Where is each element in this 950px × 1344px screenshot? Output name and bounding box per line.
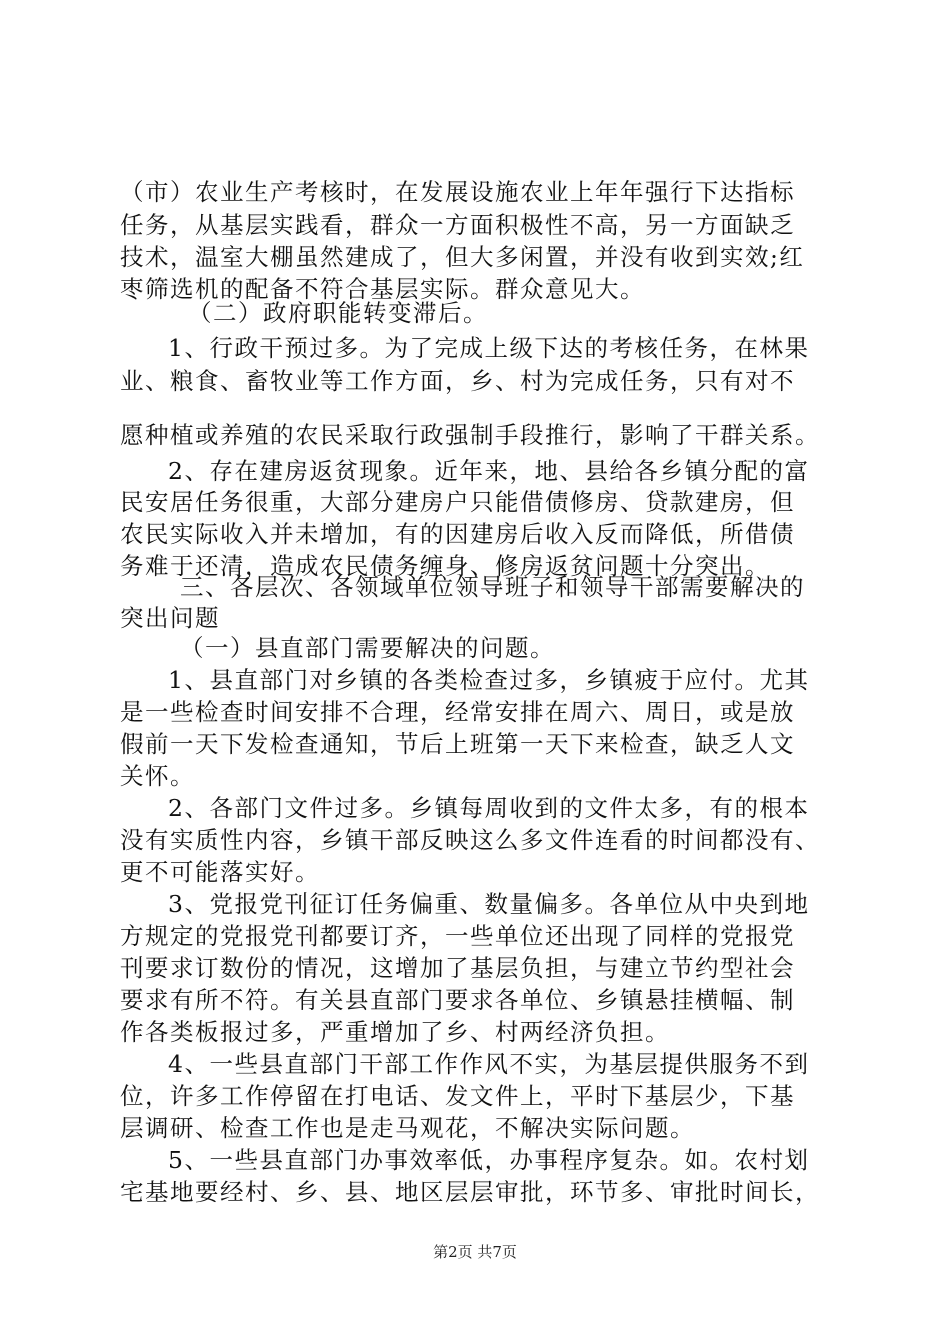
section-heading: （二）政府职能转变滞后。 bbox=[188, 299, 488, 327]
text-line: 农民实际收入并未增加，有的因建房后收入反而降低，所借债 bbox=[120, 520, 795, 548]
text-line: 宅基地要经村、乡、县、地区层层审批，环节多、审批时间长， bbox=[120, 1178, 820, 1206]
text-line: 1、行政干预过多。为了完成上级下达的考核任务，在林果 bbox=[168, 334, 810, 362]
text-line: （市）农业生产考核时，在发展设施农业上年年强行下达指标 bbox=[120, 178, 795, 206]
section-heading: 三、各层次、各领域单位领导班子和领导干部需要解决的 bbox=[180, 573, 805, 601]
text-line: 枣筛选机的配备不符合基层实际。群众意见大。 bbox=[120, 275, 645, 303]
text-line: 愿种植或养殖的农民采取行政强制手段推行，影响了干群关系。 bbox=[120, 421, 820, 449]
page-footer: 第2页 共7页 bbox=[433, 1243, 517, 1261]
text-line: 刊要求订数份的情况，这增加了基层负担，与建立节约型社会 bbox=[120, 954, 795, 982]
text-line: 2、各部门文件过多。乡镇每周收到的文件太多，有的根本 bbox=[168, 794, 810, 822]
text-line: 业、粮食、畜牧业等工作方面，乡、村为完成任务，只有对不 bbox=[120, 367, 795, 395]
text-line: 3、党报党刊征订任务偏重、数量偏多。各单位从中央到地 bbox=[168, 890, 810, 918]
text-line: 作各类板报过多，严重增加了乡、村两经济负担。 bbox=[120, 1018, 670, 1046]
text-line: 4、一些县直部门干部工作作风不实，为基层提供服务不到 bbox=[168, 1050, 810, 1078]
text-line: 5、一些县直部门办事效率低，办事程序复杂。如。农村划 bbox=[168, 1146, 810, 1174]
text-line: 2、存在建房返贫现象。近年来，地、县给各乡镇分配的富 bbox=[168, 457, 810, 485]
section-heading: （一）县直部门需要解决的问题。 bbox=[180, 634, 555, 662]
text-line: 务难于还清，造成农民债务缠身、修房返贫问题十分突出。 bbox=[120, 552, 770, 580]
text-line: 位，许多工作停留在打电话、发文件上，平时下基层少，下基 bbox=[120, 1082, 795, 1110]
text-line: 关怀。 bbox=[120, 762, 195, 790]
text-line: 是一些检查时间安排不合理，经常安排在周六、周日，或是放 bbox=[120, 698, 795, 726]
text-line: 1、县直部门对乡镇的各类检查过多，乡镇疲于应付。尤其 bbox=[168, 666, 810, 694]
text-line: 假前一天下发检查通知，节后上班第一天下来检查，缺乏人文 bbox=[120, 730, 795, 758]
text-line: 任务，从基层实践看，群众一方面积极性不高，另一方面缺乏 bbox=[120, 211, 795, 239]
text-line: 更不可能落实好。 bbox=[120, 858, 320, 886]
text-line: 民安居任务很重，大部分建房户只能借债修房、贷款建房，但 bbox=[120, 488, 795, 516]
section-heading: 突出问题 bbox=[120, 604, 220, 632]
text-line: 要求有所不符。有关县直部门要求各单位、乡镇悬挂横幅、制 bbox=[120, 986, 795, 1014]
text-line: 层调研、检查工作也是走马观花，不解决实际问题。 bbox=[120, 1114, 695, 1142]
text-line: 技术，温室大棚虽然建成了，但大多闲置，并没有收到实效;红 bbox=[120, 243, 805, 271]
text-line: 方规定的党报党刊都要订齐，一些单位还出现了同样的党报党 bbox=[120, 922, 795, 950]
text-line: 没有实质性内容，乡镇干部反映这么多文件连看的时间都没有、 bbox=[120, 826, 820, 854]
